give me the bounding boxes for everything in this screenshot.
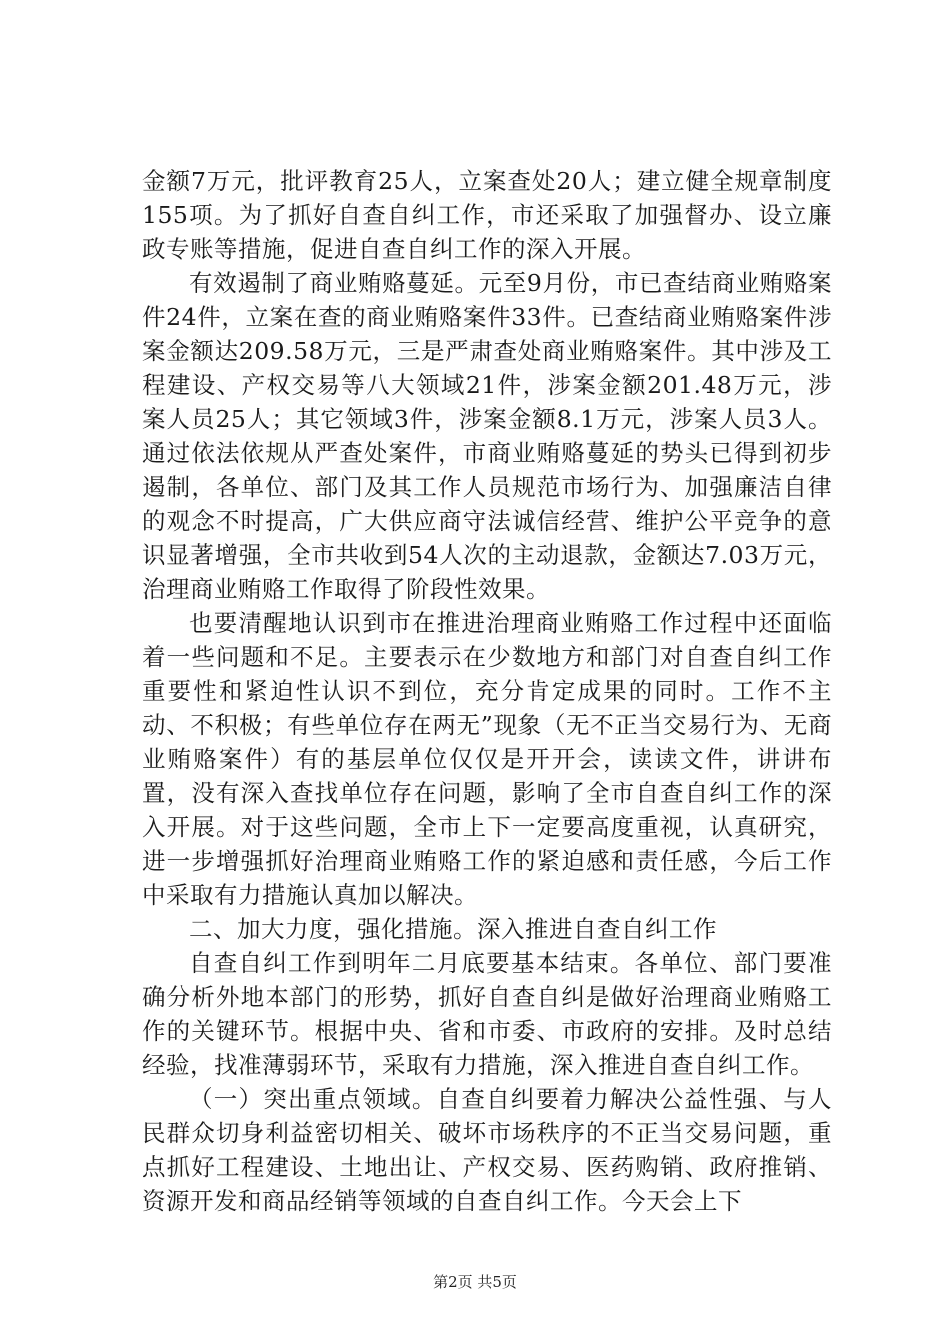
document-body: [142, 164, 832, 1218]
section-heading: 二、加大力度，强化措施。深入推进自查自纠工作: [189, 915, 717, 943]
page-number-footer: 第2页 共5页: [433, 1273, 517, 1291]
paragraph-4: 自查自纠工作到明年二月底要基本结束。各单位、部门要准确分析外地本部门的形势，抓好自查自纠是做好治理商业贿赂工作的关键环节。根据中央、省和市委、市政府的安排。及时总结经验，找准薄弱环节，采取有力措施，深入推进自查自纠工作。: [142, 949, 832, 1079]
paragraph-2: 有效遏制了商业贿赂蔓延。元至9月份，市已查结商业贿赂案件24件，立案在查的商业贿赂案件33件。已查结商业贿赂案件涉案金额达209.58万元，三是严肃查处商业贿赂案件。其中涉及工程建设、产权交易等八大领域21件，涉案金额201.48万元，涉案人员25人；其它领域3件，涉案金额8.1万元，涉案人员3人。通过依法依规从严查处案件，市商业贿赂蔓延的势头已得到初步遏制，各单位、部门及其工作人员规范市场行为、加强廉洁自律的观念不时提高，广大供应商守法诚信经营、维护公平竞争的意识显著增强，全市共收到54人次的主动退款，金额达7.03万元，治理商业贿赂工作取得了阶段性效果。: [142, 269, 832, 603]
paragraph-5: （一）突出重点领域。自查自纠要着力解决公益性强、与人民群众切身利益密切相关、破坏市场秩序的不正当交易问题，重点抓好工程建设、土地出让、产权交易、医药购销、政府推销、资源开发和商品经销等领域的自查自纠工作。今天会上下: [142, 1085, 832, 1215]
paragraph-1: 金额7万元，批评教育25人，立案查处20人；建立健全规章制度155项。为了抓好自查自纠工作，市还采取了加强督办、设立廉政专账等措施，促进自查自纠工作的深入开展。: [142, 167, 832, 263]
paragraph-3: 也要清醒地认识到市在推进治理商业贿赂工作过程中还面临着一些问题和不足。主要表示在少数地方和部门对自查自纠工作重要性和紧迫性认识不到位，充分肯定成果的同时。工作不主动、不积极；有些单位存在两无”现象（无不正当交易行为、无商业贿赂案件）有的基层单位仅仅是开开会，读读文件，讲讲布置，没有深入查找单位存在问题，影响了全市自查自纠工作的深入开展。对于这些问题，全市上下一定要高度重视，认真研究，进一步增强抓好治理商业贿赂工作的紧迫感和责任感，今后工作中采取有力措施认真加以解决。: [142, 609, 832, 909]
